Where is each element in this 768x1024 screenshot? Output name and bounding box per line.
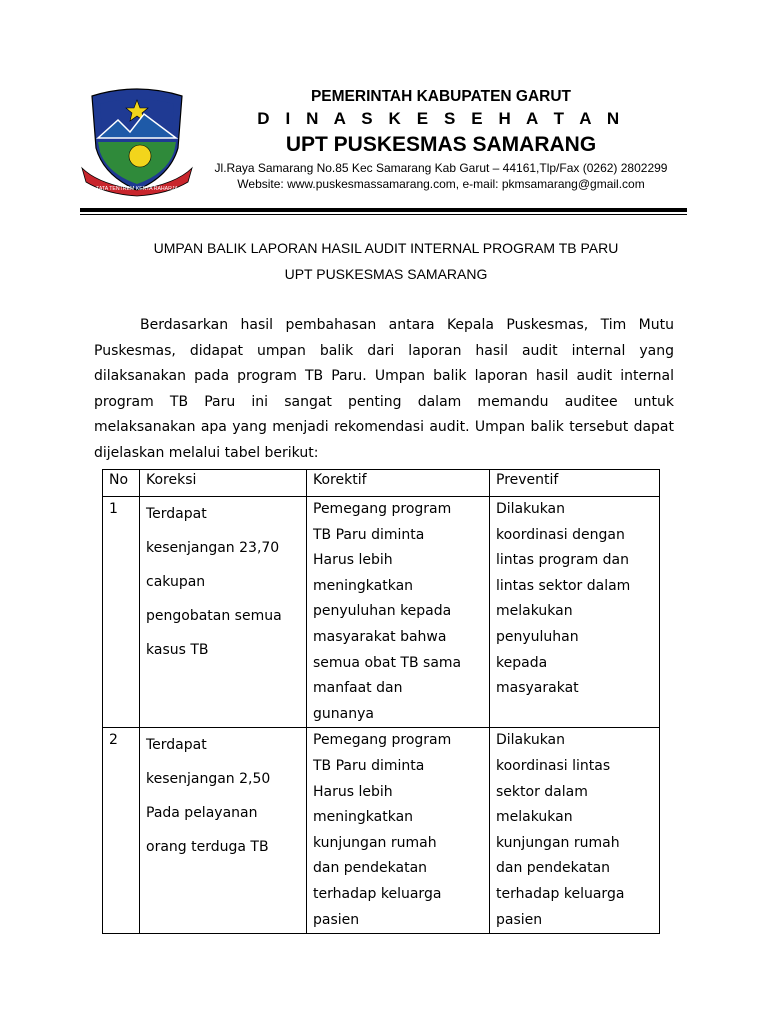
header-no: No (103, 470, 140, 497)
korektif-line: Harus lebih (313, 783, 393, 800)
audit-feedback-table (102, 469, 660, 934)
logo-ribbon-text: TATA TENTREM KERTA RAHARJA (96, 186, 178, 192)
institution-name: UPT PUSKESMAS SAMARANG (285, 133, 597, 156)
row-number: 2 (109, 732, 118, 749)
koreksi-line: kesenjangan 23,70 (146, 540, 280, 556)
preventif-line: melakukan (496, 809, 573, 826)
letterhead-divider-thick (80, 208, 687, 212)
preventif-line: sektor dalam (496, 783, 588, 800)
row-number: 1 (109, 501, 118, 517)
korektif-line: Harus lebih (313, 552, 393, 569)
cell-koreksi (140, 728, 307, 934)
header-preventif: Preventif (490, 470, 660, 497)
header-koreksi: Koreksi (140, 470, 307, 497)
preventif-line: lintas program dan (496, 552, 630, 569)
cell-korektif (307, 497, 490, 728)
table-header-row (103, 470, 660, 497)
koreksi-line: pengobatan semua (146, 608, 282, 624)
document-subtitle: UPT PUSKESMAS SAMARANG (284, 266, 488, 282)
preventif-line: Dilakukan (496, 501, 566, 517)
table-row (103, 728, 660, 934)
cell-no (103, 728, 140, 934)
koreksi-line: kesenjangan 2,50 (146, 771, 271, 788)
government-name: PEMERINTAH KABUPATEN GARUT (310, 88, 572, 105)
korektif-line: manfaat dan (313, 680, 403, 697)
letterhead-divider-thin (80, 214, 687, 215)
korektif-line: gunanya (313, 705, 374, 722)
cell-no (103, 497, 140, 728)
letterhead (196, 86, 686, 192)
table-row (103, 497, 660, 728)
korektif-line: TB Paru diminta (313, 526, 425, 543)
address-line: Jl.Raya Samarang No.85 Kec Samarang Kab Garut – 44161,Tlp/Fax (0262) 2802299 (214, 161, 668, 175)
preventif-line: penyuluhan (496, 628, 579, 645)
korektif-line: masyarakat bahwa (313, 628, 447, 645)
preventif-line: koordinasi lintas (496, 757, 611, 774)
intro-paragraph (94, 313, 674, 467)
preventif-line: lintas sektor dalam (496, 577, 631, 594)
cell-preventif (490, 497, 660, 728)
preventif-line: terhadap keluarga (496, 885, 625, 902)
cell-korektif (307, 728, 490, 934)
korektif-line: meningkatkan (313, 809, 414, 826)
koreksi-line: Terdapat (146, 737, 207, 754)
koreksi-line: Terdapat (146, 506, 207, 522)
department-name: D I N A S K E S E H A T A N (257, 109, 625, 128)
preventif-line: kepada (496, 654, 548, 671)
korektif-line: Pemegang program (313, 501, 452, 517)
korektif-line: dan pendekatan (313, 860, 428, 877)
koreksi-line: cakupan (146, 574, 206, 590)
preventif-line: dan pendekatan (496, 860, 611, 877)
cell-koreksi (140, 497, 307, 728)
header-korektif: Korektif (307, 470, 490, 497)
koreksi-line: kasus TB (146, 642, 209, 658)
korektif-line: Pemegang program (313, 732, 452, 749)
preventif-line: melakukan (496, 603, 573, 620)
koreksi-line: orang terduga TB (146, 839, 269, 856)
korektif-line: meningkatkan (313, 577, 414, 594)
preventif-line: Dilakukan (496, 732, 566, 749)
korektif-line: pasien (313, 911, 360, 928)
korektif-line: terhadap keluarga (313, 885, 442, 902)
document-title: UMPAN BALIK LAPORAN HASIL AUDIT INTERNAL PROGRAM TB PARU (153, 240, 619, 256)
garut-emblem-logo (78, 86, 196, 198)
contact-line: Website: www.puskesmassamarang.com, e-mail: pkmsamarang@gmail.com (237, 177, 645, 191)
preventif-line: masyarakat (496, 680, 579, 697)
koreksi-line: Pada pelayanan (146, 805, 258, 822)
korektif-line: semua obat TB sama (313, 654, 462, 671)
preventif-line: pasien (496, 911, 543, 928)
intro-paragraph-text: Berdasarkan hasil pembahasan antara Kepala Puskesmas, Tim Mutu Puskesmas, didapat umpan balik dari laporan hasil audit internal yang dilaksanakan pada program TB Paru. Umpan balik laporan hasil audit internal program TB Paru ini sangat penting dalam memandu auditee untuk melaksanakan apa yang menjadi rekomendasi audit. Umpan balik tersebut dapat dijelaskan melalui tabel berikut: (94, 317, 674, 461)
preventif-line: kunjungan rumah (496, 834, 620, 851)
preventif-line: koordinasi dengan (496, 526, 625, 543)
cell-preventif (490, 728, 660, 934)
korektif-line: kunjungan rumah (313, 834, 437, 851)
korektif-line: TB Paru diminta (313, 757, 425, 774)
korektif-line: penyuluhan kepada (313, 603, 452, 620)
